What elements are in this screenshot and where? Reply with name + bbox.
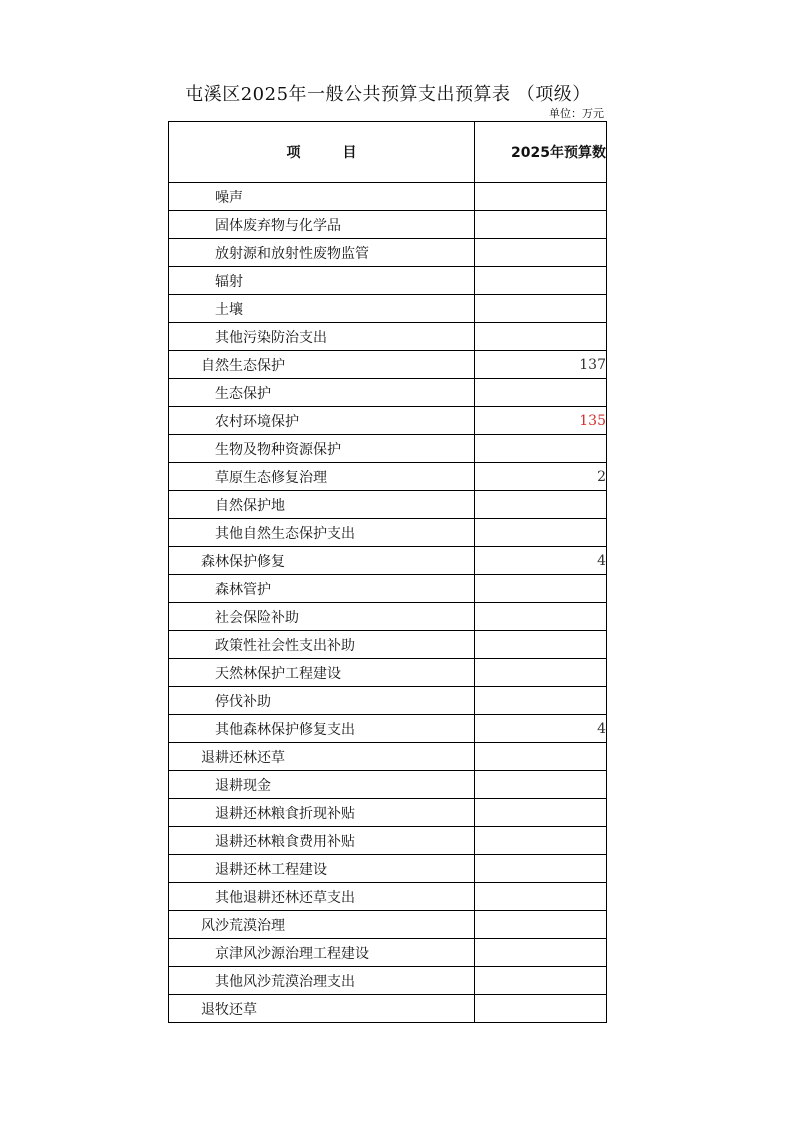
row-item-name: 其他森林保护修复支出 [169,715,475,743]
table-row [169,463,607,491]
row-amount [475,435,607,463]
row-amount [475,211,607,239]
table-row [169,491,607,519]
row-amount [475,687,607,715]
row-amount [475,659,607,687]
table-row [169,631,607,659]
budget-table [168,121,607,1023]
row-item-name: 风沙荒漠治理 [169,911,475,939]
row-item-name: 政策性社会性支出补助 [169,631,475,659]
row-item-name: 辐射 [169,267,475,295]
row-item-name: 自然保护地 [169,491,475,519]
row-amount [475,967,607,995]
table-row [169,659,607,687]
row-item-name: 社会保险补助 [169,603,475,631]
row-item-name: 退耕还林工程建设 [169,855,475,883]
row-item-name: 停伐补助 [169,687,475,715]
table-row [169,351,607,379]
row-item-name: 噪声 [169,183,475,211]
row-amount: 137 [475,351,607,379]
table-header-row [169,122,607,183]
table-row [169,939,607,967]
table-row [169,771,607,799]
row-item-name: 其他风沙荒漠治理支出 [169,967,475,995]
row-amount [475,575,607,603]
table-body [169,183,607,1023]
row-amount [475,939,607,967]
row-item-name: 自然生态保护 [169,351,475,379]
table-row [169,323,607,351]
table-row [169,211,607,239]
table-row [169,239,607,267]
table-row [169,407,607,435]
table-row [169,715,607,743]
row-item-name: 其他污染防治支出 [169,323,475,351]
table-row [169,379,607,407]
row-item-name: 草原生态修复治理 [169,463,475,491]
row-item-name: 退耕还林粮食折现补贴 [169,799,475,827]
row-amount [475,743,607,771]
row-item-name: 农村环境保护 [169,407,475,435]
row-item-name: 退耕现金 [169,771,475,799]
row-item-name: 天然林保护工程建设 [169,659,475,687]
table-row [169,883,607,911]
row-amount [475,827,607,855]
row-item-name: 生态保护 [169,379,475,407]
row-amount: 4 [475,715,607,743]
table-row [169,855,607,883]
row-amount [475,183,607,211]
table-row [169,967,607,995]
row-amount [475,631,607,659]
row-item-name: 土壤 [169,295,475,323]
row-item-name: 退牧还草 [169,995,475,1023]
table-row [169,519,607,547]
table-row [169,435,607,463]
table-row [169,575,607,603]
row-item-name: 退耕还林粮食费用补贴 [169,827,475,855]
row-amount [475,519,607,547]
row-item-name: 生物及物种资源保护 [169,435,475,463]
table-row [169,799,607,827]
table-row [169,743,607,771]
row-amount [475,603,607,631]
row-item-name: 其他自然生态保护支出 [169,519,475,547]
row-item-name: 固体废弃物与化学品 [169,211,475,239]
table-row [169,687,607,715]
row-amount [475,883,607,911]
table-row [169,995,607,1023]
row-amount [475,799,607,827]
row-item-name: 其他退耕还林还草支出 [169,883,475,911]
row-amount: 135 [475,407,607,435]
table-row [169,183,607,211]
row-amount [475,491,607,519]
row-amount [475,995,607,1023]
row-amount [475,379,607,407]
page-title: 屯溪区2025年一般公共预算支出预算表 （项级） [185,84,591,105]
row-amount [475,771,607,799]
table-row [169,267,607,295]
column-header-item-label: 项 目 [286,145,357,161]
row-item-name: 放射源和放射性废物监管 [169,239,475,267]
row-item-name: 森林保护修复 [169,547,475,575]
column-header-amount: 2025年预算数 [475,122,607,183]
table-row [169,547,607,575]
row-amount [475,295,607,323]
table-row [169,827,607,855]
row-amount [475,239,607,267]
table-row [169,911,607,939]
table-row [169,295,607,323]
column-header-item [169,122,475,183]
unit-label: 单位：万元 [549,107,604,120]
row-amount: 2 [475,463,607,491]
row-amount [475,323,607,351]
row-amount [475,267,607,295]
row-item-name: 京津风沙源治理工程建设 [169,939,475,967]
row-amount [475,911,607,939]
row-item-name: 退耕还林还草 [169,743,475,771]
row-amount: 4 [475,547,607,575]
row-amount [475,855,607,883]
table-row [169,603,607,631]
row-item-name: 森林管护 [169,575,475,603]
